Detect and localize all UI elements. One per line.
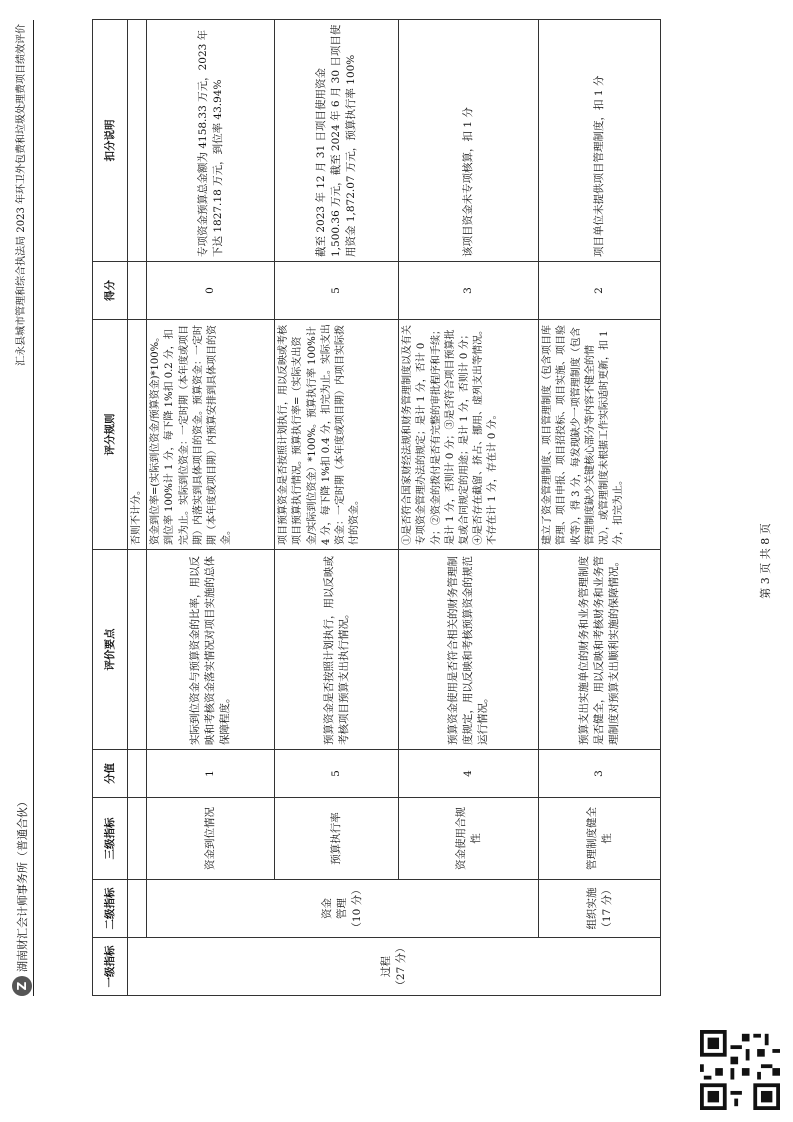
score-cell: 3 xyxy=(539,750,661,798)
table-row xyxy=(128,20,147,996)
got-cell: 5 xyxy=(275,262,399,320)
firm-header xyxy=(12,796,32,996)
table-row xyxy=(539,20,661,996)
header-rule xyxy=(33,20,34,996)
note-cell: 截至 2023 年 12 月 31 日项目使用资金 1,500.36 万元，截至 2024 年 6 月 30 日项目使用资金 1,872.07 万元，预算执行率 100% xyxy=(275,20,399,262)
note-cell: 专项资金预算总金额为 4158.33 万元，2023 年下达 1827.18 万元，到位率 43.94% xyxy=(147,20,275,262)
header-cell: 评分规则 xyxy=(93,320,128,550)
note-cell: 该项目资金未专项核算，扣 1 分 xyxy=(399,20,539,262)
header-cell: 一级指标 xyxy=(93,938,128,996)
point-cell: 实际到位资金与预算资金的比率，用以反映和考核资金落实情况对项目实施的总体保障程度。 xyxy=(147,550,275,750)
level3-cell: 管理制度健全性 xyxy=(539,798,661,880)
document-title: 汇永县城市管理和综合执法局 2023 年环卫外包费和垃圾处理费项目绩效评价 xyxy=(16,24,27,366)
score-cell: 5 xyxy=(275,750,399,798)
point-cell: 预算资金使用是否符合相关的财务管理制度规定，用以反映和考核预算资金的规范运行情况。 xyxy=(399,550,539,750)
qr-code-icon xyxy=(700,1030,780,1110)
table-row xyxy=(147,20,275,996)
header-cell: 评价要点 xyxy=(93,550,128,750)
point-cell: 预算支出实施单位的财务和业务管理制度是否健全，用以反映和考核财务和业务管理制度对预算支出顺利实施的保障情况。 xyxy=(539,550,661,750)
rule-cell: ①是否符合国家财经法规和财务管理制度以及有关专项资金管理办法的规定；是计 1 分，否计 0 分；②资金的拨付是否有完整的审批程序和手续；是计 1 分，否则计 0 分；③是否符合项目预算批复或合同规定的用途；是计 1 分，否则计 0 分；④是否存在截留、挤占、挪用、虚列支出等情况。不存在计 1 分，存在计 0 分。 xyxy=(399,320,539,550)
header-cell: 得分 xyxy=(93,262,128,320)
header-cell: 分值 xyxy=(93,750,128,798)
level2-cell: 组织实施 （17 分） xyxy=(539,880,661,938)
rule-cell: 资金到位率=(实际到位资金/预算资金)*100%。到位率 100%计 1 分，每下降 1%扣 0.2 分，扣完为止。实际到位资金：一定时期（本年度或项目期）内落实到具体项目的资金。预算资金：一定时期（本年度或项目期）内预算安排到具体项目的资金。 xyxy=(147,320,275,550)
table-row xyxy=(399,20,539,996)
header-cell: 三级指标 xyxy=(93,798,128,880)
rule-cell: 项目预算资金是否按照计划执行，用以反映或考核项目预算执行情况。预算执行率=（实际支出资金/实际到位资金）*100%。预算执行率 100%计 4 分，每下降 1%扣 0.4 分，扣完为止。实际支出资金：一定时期（本年度或项目期）内项目实际拨付的资金。 xyxy=(275,320,399,550)
firm-logo-icon: Z xyxy=(12,976,32,996)
level3-cell: 预算执行率 xyxy=(275,798,399,880)
note-cell: 项目单位未提供项目管理制度，扣 1 分 xyxy=(539,20,661,262)
firm-name: 湖南财汇会计师事务所（普通合伙） xyxy=(16,796,29,972)
evaluation-table xyxy=(92,19,661,996)
page-number: 第 3 页 共 8 页 xyxy=(759,523,772,599)
got-cell: 0 xyxy=(147,262,275,320)
score-cell: 4 xyxy=(399,750,539,798)
rule-cell: 建立了资金管理制度、项目管理制度（包含项目库管理、项目申报、项目招投标、项目实施、项目验收等），得 3 分，每发现缺少一项管理制度（包含管理制度缺少关键核心部分等内容不健全的情况），或管理制度未根据工作实际适时更新，扣 1 分，扣完为止。 xyxy=(539,320,661,550)
level3-cell: 资金到位情况 xyxy=(147,798,275,880)
level2-cell: 资金 管理 （10 分） xyxy=(147,880,539,938)
score-cell: 1 xyxy=(147,750,275,798)
table-header-row xyxy=(93,20,128,996)
point-cell: 预算资金是否按照计划执行，用以反映或考核项目预算支出执行情况。 xyxy=(275,550,399,750)
header-cell: 扣分说明 xyxy=(93,20,128,262)
got-cell: 2 xyxy=(539,262,661,320)
level3-cell: 资金使用合规性 xyxy=(399,798,539,880)
level1-cell: 过程 （27 分） xyxy=(128,938,661,996)
table-row xyxy=(275,20,399,996)
rule-cell: 否则不计分。 xyxy=(128,320,147,550)
header-cell: 二级指标 xyxy=(93,880,128,938)
got-cell: 3 xyxy=(399,262,539,320)
